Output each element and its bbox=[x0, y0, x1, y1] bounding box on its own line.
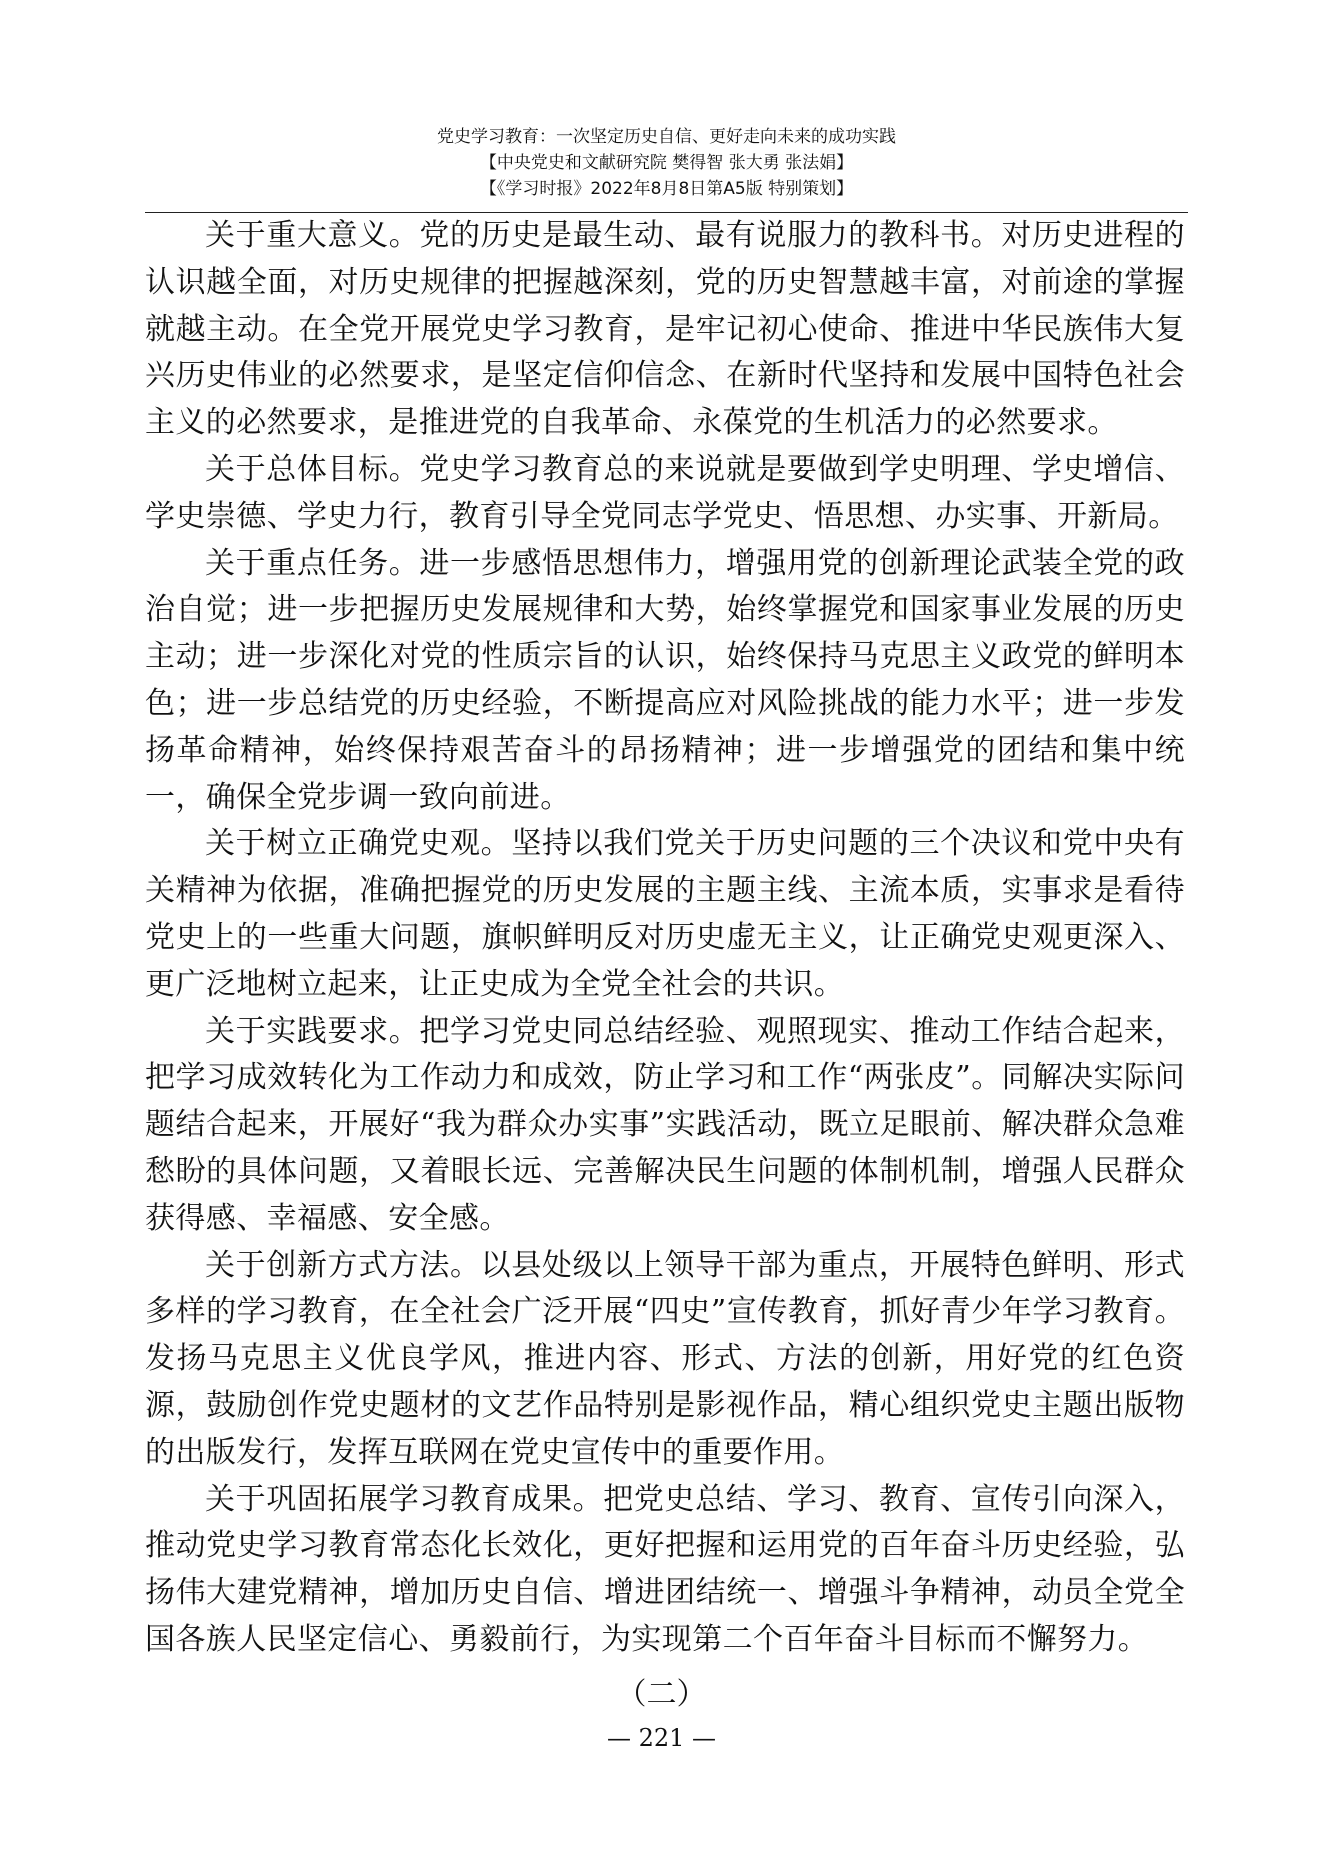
paragraph-overall-goal: 关于总体目标。党史学习教育总的来说就是要做到学史明理、学史增信、学史崇德、学史力行，教育引导全党同志学党史、悟思想、办实事、开新局。 bbox=[145, 451, 1185, 534]
article-body bbox=[145, 213, 1185, 1664]
paragraph-innovative-methods: 关于创新方式方法。以县处级以上领导干部为重点，开展特色鲜明、形式多样的学习教育，在全社会广泛开展“四史”宣传教育，抓好青少年学习教育。发扬马克思主义优良学风，推进内容、形式、方法的创新，用好党的红色资源，鼓励创作党史题材的文艺作品特别是影视作品，精心组织党史主题出版物的出版发行，发挥互联网在党史宣传中的重要作用。 bbox=[145, 1247, 1185, 1470]
paragraph-significance: 关于重大意义。党的历史是最生动、最有说服力的教科书。对历史进程的认识越全面，对历史规律的把握越深刻，党的历史智慧越丰富，对前途的掌握就越主动。在全党开展党史学习教育，是牢记初心使命、推进中华民族伟大复兴历史伟业的必然要求，是坚定信仰信念、在新时代坚持和发展中国特色社会主义的必然要求，是推进党的自我革命、永葆党的生机活力的必然要求。 bbox=[145, 218, 1185, 441]
page-number: — 221 — bbox=[606, 1724, 717, 1752]
header-source: 【《学习时报》2022年8月8日第A5版 特别策划】 bbox=[479, 179, 854, 199]
header-authors: 【中央党史和文献研究院 樊得智 张大勇 张法娟】 bbox=[479, 153, 854, 173]
paragraph-consolidate-results: 关于巩固拓展学习教育成果。把党史总结、学习、教育、宣传引向深入，推动党史学习教育常态化长效化，更好把握和运用党的百年奋斗历史经验，弘扬伟大建党精神，增加历史自信、增进团结统一、增强斗争精神，动员全党全国各族人民坚定信心、勇毅前行，为实现第二个百年奋斗目标而不懈努力。 bbox=[145, 1481, 1185, 1657]
section-heading: （二） bbox=[616, 1677, 707, 1712]
paragraph-key-tasks: 关于重点任务。进一步感悟思想伟力，增强用党的创新理论武装全党的政治自觉；进一步把握历史发展规律和大势，始终掌握党和国家事业发展的历史主动；进一步深化对党的性质宗旨的认识，始终保持马克思主义政党的鲜明本色；进一步总结党的历史经验，不断提高应对风险挑战的能力水平；进一步发扬革命精神，始终保持艰苦奋斗的昂扬精神；进一步增强党的团结和集中统一，确保全党步调一致向前进。 bbox=[145, 545, 1185, 815]
header-title: 党史学习教育：一次坚定历史自信、更好走向未来的成功实践 bbox=[437, 127, 896, 147]
paragraph-practice-requirements: 关于实践要求。把学习党史同总结经验、观照现实、推动工作结合起来，把学习成效转化为工作动力和成效，防止学习和工作“两张皮”。同解决实际问题结合起来，开展好“我为群众办实事”实践活动，既立足眼前、解决群众急难愁盼的具体问题，又着眼长远、完善解决民生问题的体制机制，增强人民群众获得感、幸福感、安全感。 bbox=[145, 1013, 1185, 1236]
paragraph-correct-history-view: 关于树立正确党史观。坚持以我们党关于历史问题的三个决议和党中央有关精神为依据，准确把握党的历史发展的主题主线、主流本质，实事求是看待党史上的一些重大问题，旗帜鲜明反对历史虚无主义，让正确党史观更深入、更广泛地树立起来，让正史成为全党全社会的共识。 bbox=[145, 826, 1185, 1002]
running-header bbox=[145, 124, 1188, 202]
